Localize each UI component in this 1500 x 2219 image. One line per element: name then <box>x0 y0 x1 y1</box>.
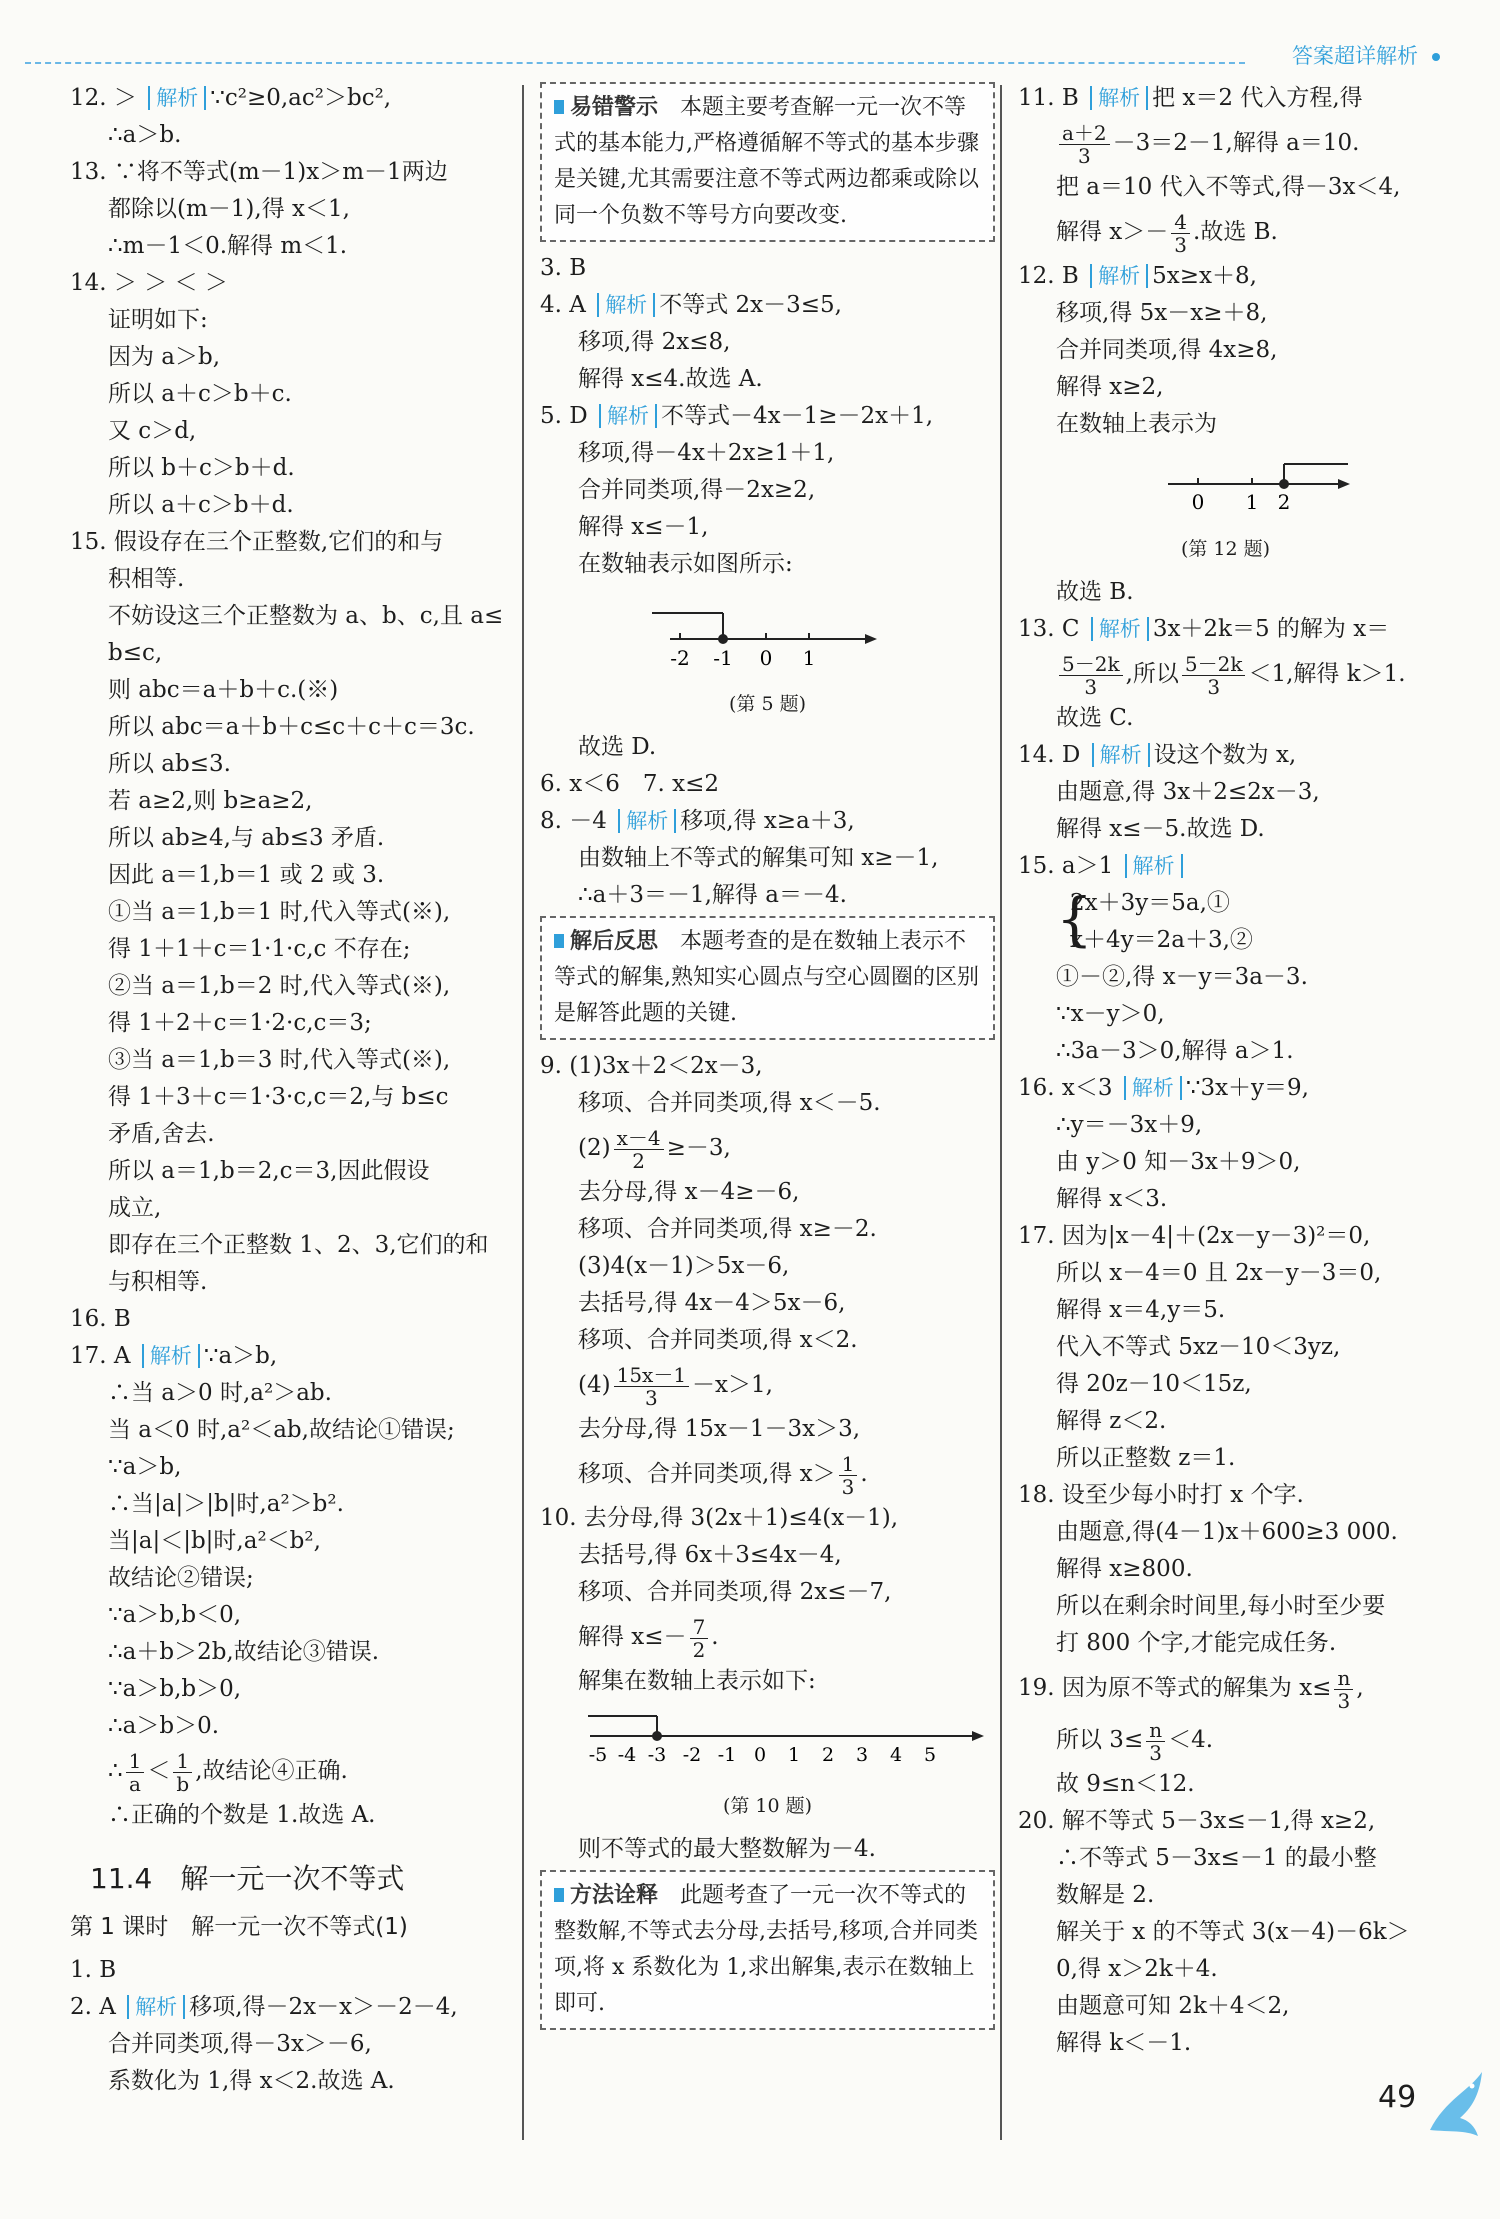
analysis-tag: 解析 <box>599 404 657 428</box>
text-line: 15. a＞1 解析 <box>1018 848 1473 885</box>
text-line: 故选 D. <box>578 734 657 760</box>
text-line: 证明如下: <box>108 307 208 333</box>
equation-line: x＋4y＝2a＋3,② <box>1070 927 1253 953</box>
figure-caption: (第 10 题) <box>722 1795 813 1817</box>
text-line: 把 a＝10 代入不等式,得－3x＜4, <box>1056 174 1401 200</box>
analysis-tag: 解析 <box>1124 1076 1182 1100</box>
text-line: 在数轴上表示为 <box>1056 411 1217 437</box>
text-line: 由题意可知 2k＋4＜2, <box>1056 1993 1290 2019</box>
text-line: ∴ $\frac{1}{a}$ ＜ $\frac{1}{b}$ ,故结论④正确. <box>108 1748 348 1796</box>
column-divider-1 <box>522 85 524 2140</box>
text-line: ①当 a＝1,b＝1 时,代入等式(※), <box>108 899 451 925</box>
column-1 <box>70 80 515 2100</box>
text-line: 去括号,得 4x－4＞5x－6, <box>578 1290 846 1316</box>
text-line: 与积相等. <box>108 1269 208 1295</box>
text-line: 移项、合并同类项,得 x＜－5. <box>578 1090 881 1116</box>
tip-box-error-warning <box>540 82 995 242</box>
text-line: 17. 因为|x－4|＋(2x－y－3)²＝0, <box>1018 1223 1371 1249</box>
text-line: 13. ∵将不等式(m－1)x＞m－1两边 <box>70 159 448 185</box>
tick-label: 1 <box>787 1744 801 1766</box>
tick-label: -3 <box>647 1744 667 1766</box>
page-header <box>1292 40 1440 70</box>
text-line: 所以 ab≤3. <box>108 751 231 777</box>
text-line: 合并同类项,得－3x＞－6, <box>108 2031 372 2057</box>
text-line: 10. 去分母,得 3(2x＋1)≤4(x－1), <box>540 1505 899 1531</box>
fraction: $\frac{4}{3}$ <box>1171 211 1190 256</box>
section-title: 11.4 解一元一次不等式 <box>90 1862 405 1895</box>
text-line: 解得 k＜－1. <box>1056 2030 1192 2056</box>
number-line-figure-5 <box>540 589 995 723</box>
text-line: 因此 a＝1,b＝1 或 2 或 3. <box>108 862 385 888</box>
header-dot-icon <box>1432 53 1440 61</box>
text-line: 解得 x≤4.故选 A. <box>578 366 763 392</box>
text-line: 合并同类项,得 4x≥8, <box>1056 337 1278 363</box>
tick-label: -1 <box>717 1744 737 1766</box>
tick-label: -1 <box>713 646 733 670</box>
figure-caption: (第 5 题) <box>729 693 806 715</box>
tick-label: 0 <box>1191 490 1205 514</box>
tip-box-method <box>540 1870 995 2030</box>
tick-label: 2 <box>821 1744 835 1766</box>
text-line: 4. A 解析 不等式 2x－3≤5, <box>540 292 842 318</box>
text-line: 所以 a＋c＞b＋c. <box>108 381 292 407</box>
text-line: 故选 B. <box>1056 579 1134 605</box>
fraction: $\frac{a+2}{3}$ <box>1059 122 1110 167</box>
analysis-tag: 解析 <box>1092 743 1150 767</box>
fraction: $\frac{n}{3}$ <box>1334 1667 1353 1712</box>
text-line: ∵a＞b,b＞0, <box>108 1676 242 1702</box>
tick-label: 2 <box>1277 490 1291 514</box>
text-line: 由题意,得 3x＋2≤2x－3, <box>1056 779 1320 805</box>
analysis-tag: 解析 <box>127 1995 185 2019</box>
text-line: ∵a＞b, <box>108 1454 182 1480</box>
tick-label: 1 <box>1245 490 1259 514</box>
text-line: ∴3a－3＞0,解得 a＞1. <box>1056 1038 1294 1064</box>
text-line: 故结论②错误; <box>108 1565 254 1591</box>
analysis-tag: 解析 <box>148 86 206 110</box>
text-line: 移项,得 5x－x≥＋8, <box>1056 300 1268 326</box>
analysis-tag: 解析 <box>1125 854 1183 878</box>
text-line: 当|a|＜|b|时,a²＜b², <box>108 1528 321 1554</box>
text-line: 解关于 x 的不等式 3(x－4)－6k＞ <box>1056 1919 1410 1945</box>
text-line: 0,得 x＞2k＋4. <box>1056 1956 1218 1982</box>
text-line: ∴正确的个数是 1.故选 A. <box>108 1802 376 1828</box>
text-line: 积相等. <box>108 566 185 592</box>
dolphin-logo-icon <box>1420 2060 1490 2140</box>
fraction: $\frac{n}{3}$ <box>1146 1719 1165 1764</box>
text-line: ∴a＞b. <box>108 122 182 148</box>
text-line: 解集在数轴上表示如下: <box>578 1668 816 1694</box>
figure-caption: (第 12 题) <box>1180 538 1271 560</box>
text-line: ∴当|a|＞|b|时,a²＞b². <box>108 1491 344 1517</box>
text-line: ②当 a＝1,b＝2 时,代入等式(※), <box>108 973 451 999</box>
text-line: 得 20z－10＜15z, <box>1056 1371 1252 1397</box>
text-line: $\frac{a+2}{3}$ －3＝2－1,解得 a＝10. <box>1018 117 1473 169</box>
text-line: 由 y＞0 知－3x＋9＞0, <box>1056 1149 1301 1175</box>
page-number: 49 <box>1378 2080 1417 2115</box>
text-line: 移项、合并同类项,得 2x≤－7, <box>578 1579 892 1605</box>
analysis-tag: 解析 <box>1091 617 1149 641</box>
text-line: 所以 a＋c＞b＋d. <box>108 492 294 518</box>
brace-icon: { <box>1056 885 1093 953</box>
text-line: 得 1＋1＋c＝1·1·c,c 不存在; <box>108 936 411 962</box>
text-line: 解得 x≤－5.故选 D. <box>1056 816 1265 842</box>
tick-label: -4 <box>617 1744 637 1766</box>
tick-label: 4 <box>889 1744 903 1766</box>
text-line: 故 9≤n＜12. <box>1056 1771 1195 1797</box>
text-line: 所以 3≤ $\frac{n}{3}$ ＜4. <box>1056 1717 1214 1765</box>
text-line: 解得 z＜2. <box>1056 1408 1167 1434</box>
tick-label: 3 <box>855 1744 869 1766</box>
analysis-tag: 解析 <box>1090 264 1148 288</box>
fraction: $\frac{1}{a}$ <box>126 1750 145 1795</box>
fraction: $\frac{15x-1}{3}$ <box>614 1364 689 1409</box>
text-line: 代入不等式 5xz－10＜3yz, <box>1056 1334 1341 1360</box>
text-line: 去括号,得 6x＋3≤4x－4, <box>578 1542 842 1568</box>
number-line-10 <box>540 1706 995 1776</box>
text-line: 16. x＜3 解析 ∵3x＋y＝9, <box>1018 1075 1309 1101</box>
text-line: 所以在剩余时间里,每小时至少要 <box>1056 1593 1386 1619</box>
text-line: 13. C 解析 3x＋2k＝5 的解为 x＝ <box>1018 616 1390 642</box>
text-line: 得 1＋2＋c＝1·2·c,c＝3; <box>108 1010 372 1036</box>
text-line: 8. －4 解析 移项,得 x≥a＋3, <box>540 808 855 834</box>
analysis-tag: 解析 <box>618 809 676 833</box>
text-line: 故选 C. <box>1056 705 1134 731</box>
text-line: 2. A 解析 移项,得－2x－x＞－2－4, <box>70 1994 458 2020</box>
text-line: 移项、合并同类项,得 x＞ $\frac{1}{3}$ . <box>578 1451 868 1499</box>
text-line: 移项、合并同类项,得 x≥－2. <box>578 1216 877 1242</box>
text-line: 解得 x≤－ $\frac{7}{2}$ . <box>578 1614 719 1662</box>
header-title: 答案超详解析 <box>1292 44 1418 68</box>
text-line: 合并同类项,得－2x≥2, <box>578 477 816 503</box>
text-line: 17. A 解析 ∵a＞b, <box>70 1343 278 1369</box>
box-title: 易错警示 <box>570 95 659 120</box>
fraction: $\frac{1}{b}$ <box>173 1750 192 1795</box>
tip-box-reflection <box>540 916 995 1040</box>
text-line: ∴m－1＜0.解得 m＜1. <box>108 233 348 259</box>
text-line: b≤c, <box>108 640 163 666</box>
text-line: 14. ＞ ＞ ＜ ＞ <box>70 270 228 296</box>
text-line: 去分母,得 15x－1－3x＞3, <box>578 1416 861 1442</box>
text-line: 因为 a＞b, <box>108 344 221 370</box>
column-2 <box>540 80 995 2038</box>
fraction: $\frac{x-4}{2}$ <box>614 1127 664 1172</box>
fraction: $\frac{5-2k}{3}$ <box>1059 653 1123 698</box>
text-line: (3)4(x－1)＞5x－6, <box>578 1253 790 1279</box>
text-line: ∴不等式 5－3x≤－1 的最小整 <box>1056 1845 1377 1871</box>
text-line: ∵a＞b,b＜0, <box>108 1602 242 1628</box>
text-line: 20. 解不等式 5－3x≤－1,得 x≥2, <box>1018 1808 1376 1834</box>
tick-label: 1 <box>802 646 816 670</box>
equation-system <box>1018 885 1473 959</box>
text-line: ③当 a＝1,b＝3 时,代入等式(※), <box>108 1047 451 1073</box>
box-text: 此题考查了一元一次不等式的整数解,不等式去分母,去括号,移项,合并同类项,将 x 系数化为 1,求出解集,表示在数轴上即可. <box>554 1883 978 2016</box>
text-line: 得 1＋3＋c＝1·3·c,c＝2,与 b≤c <box>108 1084 449 1110</box>
tick-label: -2 <box>670 646 690 670</box>
number-line-5 <box>540 589 995 684</box>
text-line: 若 a≥2,则 b≥a≥2, <box>108 788 313 814</box>
text-line: 所以 b＋c＞b＋d. <box>108 455 295 481</box>
box-marker-icon <box>554 934 564 948</box>
equation-line: 2x＋3y＝5a,① <box>1070 890 1230 916</box>
text-line: ∴当 a＞0 时,a²＞ab. <box>108 1380 332 1406</box>
box-text: 本题主要考查解一元一次不等式的基本能力,严格遵循解不等式的基本步骤是关键,尤其需要注意不等式两边都乘或除以同一个负数不等号方向要改变. <box>554 95 979 228</box>
text-line: ①－②,得 x－y＝3a－3. <box>1056 964 1308 990</box>
text-line: 由题意,得(4－1)x＋600≥3 000. <box>1056 1519 1398 1545</box>
tick-label: -2 <box>682 1744 702 1766</box>
text-line: 解得 x≤－1, <box>578 514 709 540</box>
box-title: 解后反思 <box>570 929 659 954</box>
fraction: $\frac{1}{3}$ <box>839 1453 858 1498</box>
text-line: 解得 x＜3. <box>1056 1186 1168 1212</box>
text-line: 成立, <box>108 1195 162 1221</box>
number-line-figure-12 <box>1018 449 1473 568</box>
text-line: 解得 x＝4,y＝5. <box>1056 1297 1226 1323</box>
text-line: 解得 x≥2, <box>1056 374 1164 400</box>
text-line: 所以正整数 z＝1. <box>1056 1445 1236 1471</box>
text-line: 18. 设至少每小时打 x 个字. <box>1018 1482 1304 1508</box>
text-line: 数解是 2. <box>1056 1882 1155 1908</box>
text-line: ∴y＝－3x＋9, <box>1056 1112 1203 1138</box>
text-line: 当 a＜0 时,a²＜ab,故结论①错误; <box>108 1417 455 1443</box>
text-line: 则 abc＝a＋b＋c.(※) <box>108 677 339 703</box>
text-line: (4) $\frac{15x-1}{3}$ －x＞1, <box>578 1362 773 1410</box>
text-line: 又 c＞d, <box>108 418 197 444</box>
text-line: 在数轴表示如图所示: <box>578 551 793 577</box>
header-divider <box>25 62 1245 64</box>
text-line: ∴a＋b＞2b,故结论③错误. <box>108 1639 380 1665</box>
text-line: 去分母,得 x－4≥－6, <box>578 1179 800 1205</box>
text-line: 都除以(m－1),得 x＜1, <box>108 196 350 222</box>
tick-label: 0 <box>759 646 773 670</box>
text-line: 11. B 解析 把 x＝2 代入方程,得 <box>1018 85 1363 111</box>
tick-label: 5 <box>923 1744 937 1766</box>
column-3 <box>1018 80 1473 2062</box>
box-marker-icon <box>554 100 564 114</box>
fraction: $\frac{5-2k}{3}$ <box>1182 653 1246 698</box>
text-line: 矛盾,舍去. <box>108 1121 215 1147</box>
text-line: 不妨设这三个正整数为 a、b、c,且 a≤ <box>108 603 504 629</box>
box-title: 方法诠释 <box>570 1883 659 1908</box>
analysis-tag: 解析 <box>142 1344 200 1368</box>
text-line: $\frac{5-2k}{3}$ ,所以 $\frac{5-2k}{3}$ ＜1,解得 k＞1. <box>1018 648 1473 700</box>
number-line-figure-10 <box>540 1706 995 1825</box>
text-line: 由数轴上不等式的解集可知 x≥－1, <box>578 845 939 871</box>
text-line: 14. D 解析 设这个数为 x, <box>1018 742 1297 768</box>
text-line: 打 800 个字,才能完成任务. <box>1056 1630 1337 1656</box>
analysis-tag: 解析 <box>597 293 655 317</box>
text-line: 所以 x－4＝0 且 2x－y－3＝0, <box>1056 1260 1382 1286</box>
text-line: ∴a＞b＞0. <box>108 1713 220 1739</box>
text-line: 1. B <box>70 1957 117 1983</box>
text-line: 则不等式的最大整数解为－4. <box>578 1836 876 1862</box>
text-line: 移项、合并同类项,得 x＜2. <box>578 1327 858 1353</box>
column-divider-2 <box>1000 85 1002 2140</box>
subsection-title: 第 1 课时 解一元一次不等式(1) <box>70 1914 408 1940</box>
text-line: 5. D 解析 不等式－4x－1≥－2x＋1, <box>540 403 934 429</box>
text-line: 19. 因为原不等式的解集为 x≤ $\frac{n}{3}$ , <box>1018 1665 1364 1713</box>
analysis-tag: 解析 <box>1090 86 1148 110</box>
number-line-12 <box>1018 449 1473 519</box>
text-line: 系数化为 1,得 x＜2.故选 A. <box>108 2068 395 2094</box>
box-text: 本题考查的是在数轴上表示不等式的解集,熟知实心圆点与空心圆圈的区别是解答此题的关键. <box>554 929 979 1026</box>
text-line: 解得 x＞－ $\frac{4}{3}$ .故选 B. <box>1056 209 1278 257</box>
text-line: 所以 a＝1,b＝2,c＝3,因此假设 <box>108 1158 430 1184</box>
text-line: 6. x＜6 7. x≤2 <box>540 771 719 797</box>
fraction: $\frac{7}{2}$ <box>690 1616 709 1661</box>
text-line: 所以 abc＝a＋b＋c≤c＋c＋c＝3c. <box>108 714 475 740</box>
text-line: 3. B <box>540 255 587 281</box>
text-line: 解得 x≥800. <box>1056 1556 1193 1582</box>
text-line: ∵x－y＞0, <box>1056 1001 1165 1027</box>
text-line: 所以 ab≥4,与 ab≤3 矛盾. <box>108 825 385 851</box>
text-line: 16. B <box>70 1306 131 1332</box>
text-line: 即存在三个正整数 1、2、3,它们的和 <box>108 1232 489 1258</box>
tick-label: 0 <box>753 1744 767 1766</box>
tick-label: -5 <box>588 1744 608 1766</box>
text-line: 9. (1)3x＋2＜2x－3, <box>540 1053 763 1079</box>
text-line: 移项,得－4x＋2x≥1＋1, <box>578 440 835 466</box>
text-line: 移项,得 2x≤8, <box>578 329 731 355</box>
text-line: 12. ＞ 解析 ∵c²≥0,ac²＞bc², <box>70 85 392 111</box>
text-line: ∴a＋3＝－1,解得 a＝－4. <box>578 882 847 908</box>
box-marker-icon <box>554 1888 564 1902</box>
text-line: (2) $\frac{x-4}{2}$ ≥－3, <box>578 1125 731 1173</box>
text-line: 15. 假设存在三个正整数,它们的和与 <box>70 529 444 555</box>
text-line: 12. B 解析 5x≥x＋8, <box>1018 263 1257 289</box>
